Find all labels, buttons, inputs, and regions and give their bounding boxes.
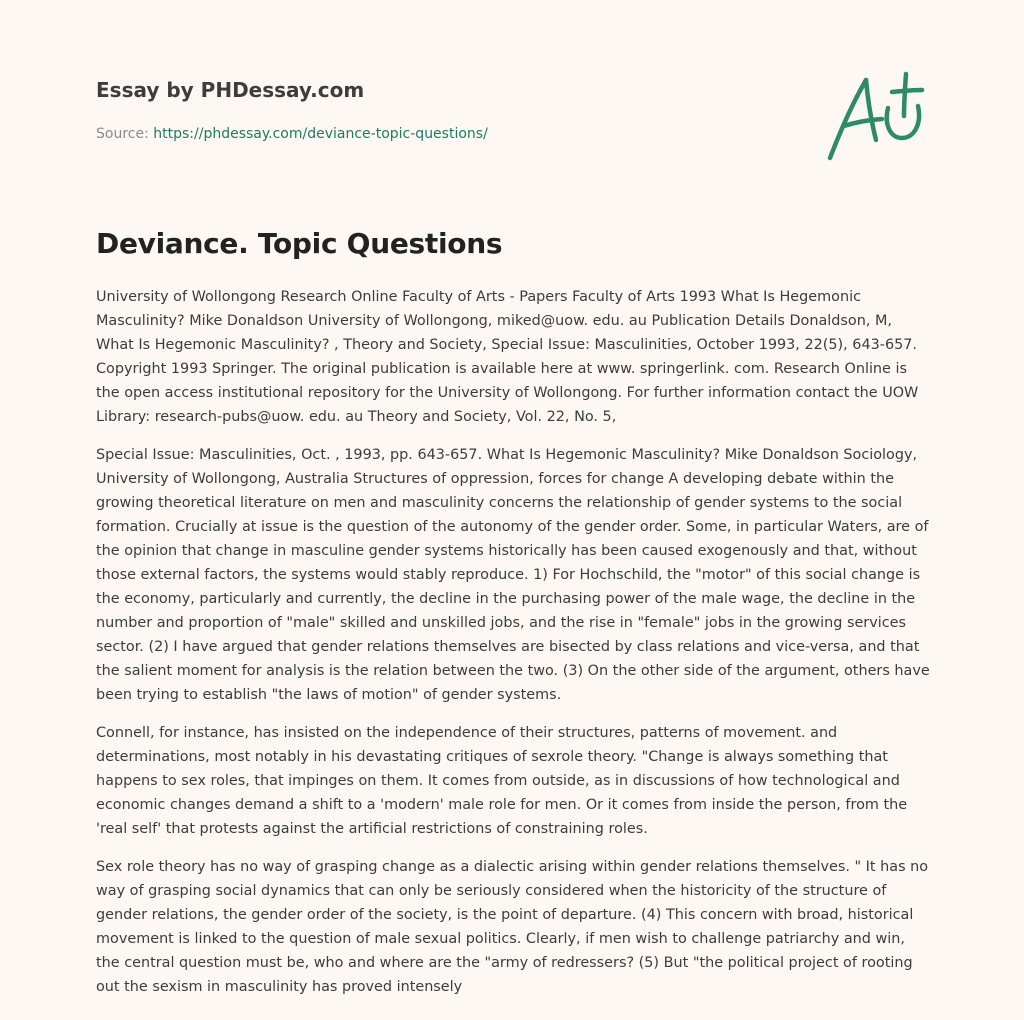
a-plus-logo-icon: [822, 66, 928, 166]
paragraph: Sex role theory has no way of grasping change as a dialectic arising within gender relations themselves. " It has no way of grasping social dynamics that can only be seriously considered when the historicity of the structure of gender relations, the gender order of the society, is the point of departure. (4) This concern with broad, historical movement is linked to the question of male sexual politics. Clearly, if men wish to challenge patriarchy and win, the central question must be, who and where are the "army of redressers? (5) But "the political project of rooting out the sexism in masculinity has proved intensely: [96, 859, 929, 995]
essay-body: [96, 285, 932, 1013]
site-title: Essay by PHDessay.com: [96, 78, 365, 102]
paragraph: Special Issue: Masculinities, Oct. , 1993, pp. 643-657. What Is Hegemonic Masculinity? Mike Donaldson Sociology, University of Wollongong, Australia Structures of oppression, forces for change A developing debate within the growing theoretical literature on men and masculinity concerns the relationship of gender systems to the social formation. Crucially at issue is the question of the autonomy of the gender order. Some, in particular Waters, are of the opinion that change in masculine gender systems historically has been caused exogenously and that, without those external factors, the systems would stably reproduce. 1) For Hochschild, the "motor" of this social change is the economy, particularly and currently, the decline in the purchasing power of the male wage, the decline in the number and proportion of "male" skilled and unskilled jobs, and the rise in "female" jobs in the growing services sector. (2) I have argued that gender relations themselves are bisected by class relations and vice-versa, and that the salient moment for analysis is the relation between the two. (3) On the other side of the argument, others have been trying to establish "the laws of motion" of gender systems.: [96, 447, 930, 703]
source-label: Source:: [96, 126, 149, 142]
page-header: [96, 76, 796, 144]
document-title: Deviance. Topic Questions: [96, 227, 503, 260]
source-link[interactable]: https://phdessay.com/deviance-topic-questions/: [153, 126, 488, 142]
paragraph: University of Wollongong Research Online Faculty of Arts - Papers Faculty of Arts 1993 What Is Hegemonic Masculinity? Mike Donaldson University of Wollongong, miked@uow. edu. au Publication Details Donaldson, M, What Is Hegemonic Masculinity? , Theory and Society, Special Issue: Masculinities, October 1993, 22(5), 643-657. Copyright 1993 Springer. The original publication is available here at www. springerlink. com. Research Online is the open access institutional repository for the University of Wollongong. For further information contact the UOW Library: research-pubs@uow. edu. au Theory and Society, Vol. 22, No. 5,: [96, 289, 919, 425]
paragraph: Connell, for instance, has insisted on the independence of their structures, patterns of movement. and determinations, most notably in his devastating critiques of sexrole theory. "Change is always something that happens to sex roles, that impinges on them. It comes from outside, as in discussions of how technological and economic changes demand a shift to a 'modern' male role for men. Or it comes from inside the person, from the 'real self' that protests against the artificial restrictions of constraining roles.: [96, 725, 908, 837]
source-line: [96, 124, 796, 144]
